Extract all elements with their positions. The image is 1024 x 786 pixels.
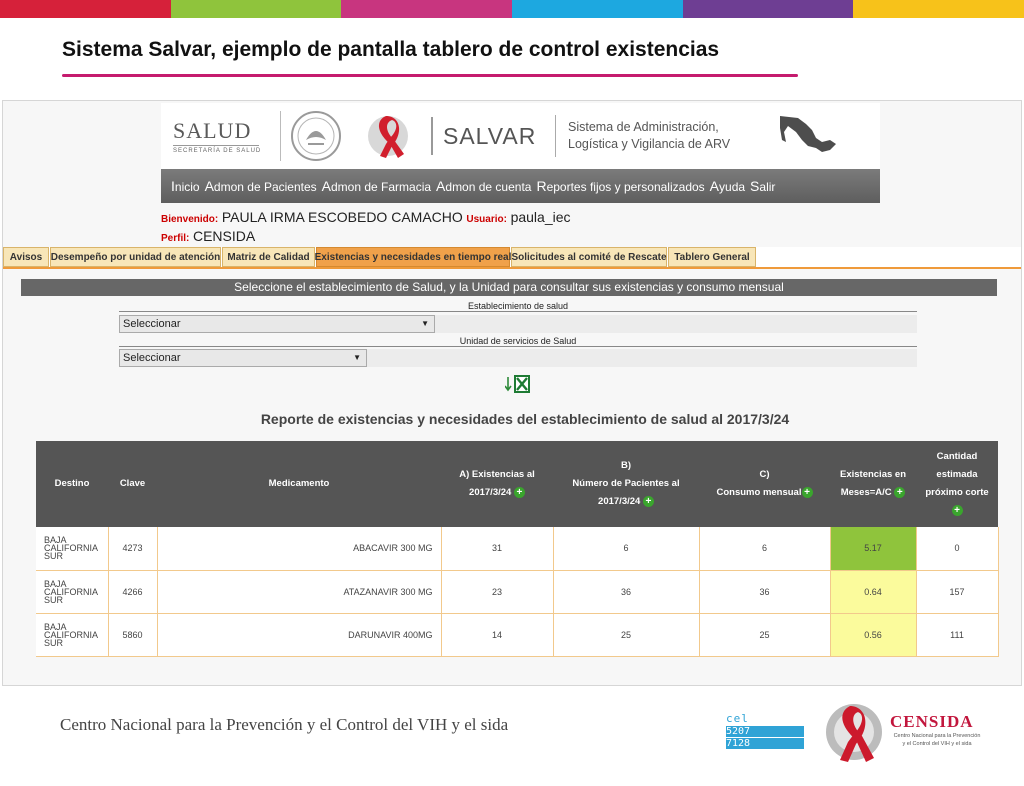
censida-logo-subtext: Centro Nacional para la Prevención y el Control del VIH y el sida: [893, 733, 981, 747]
destino-line: BAJA: [44, 578, 67, 589]
color-bar-yellow: [853, 0, 1024, 18]
mexico-map-icon: [778, 112, 838, 161]
phone-line-logo-number2: 7128: [726, 738, 804, 749]
destino-line: CALIFORNIA: [44, 543, 99, 554]
menu-item-admon-cuenta[interactable]: Admon de cuenta: [436, 178, 532, 194]
color-bar-blue: [512, 0, 683, 18]
col-header-clave: Clave: [108, 441, 157, 527]
expand-plus-icon[interactable]: +: [643, 496, 654, 507]
col-header-pacientes: [553, 441, 699, 527]
establecimiento-label: Establecimiento de salud: [119, 301, 917, 312]
color-bar-magenta: [341, 0, 512, 18]
destino-line: SUR: [44, 594, 64, 605]
cell-pacientes: 25: [553, 613, 699, 656]
unidad-select[interactable]: [119, 349, 367, 367]
phone-line-logo-label: cel: [726, 712, 749, 725]
footer-logos: [726, 700, 981, 770]
col-header-existencias: [441, 441, 553, 527]
menu-item-admon-farmacia[interactable]: Admon de Farmacia: [321, 178, 432, 194]
cell-meses-status-yellow: 0.64: [830, 570, 916, 613]
cell-destino: [36, 570, 108, 613]
tab-existencias-active[interactable]: Existencias y necesidades en tiempo real: [316, 247, 510, 267]
tab-desempeno[interactable]: Desempeño por unidad de atención: [50, 247, 221, 267]
tab-matriz-calidad[interactable]: Matriz de Calidad: [222, 247, 315, 267]
main-menu-bar: [161, 169, 880, 203]
destino-line: SUR: [44, 551, 64, 562]
col-header-cantidad-line4: [920, 502, 994, 520]
col-header-pacientes-line3: [557, 493, 695, 511]
unidad-label: Unidad de servicios de Salud: [119, 336, 917, 347]
slide-title: Sistema Salvar, ejemplo de pantalla tablero de control existencias: [62, 38, 720, 61]
user-full-name: PAULA IRMA ESCOBEDO CAMACHO: [221, 209, 463, 225]
cell-pacientes: 6: [553, 527, 699, 570]
menu-item-admon-pacientes[interactable]: Admon de Pacientes: [204, 178, 317, 194]
top-color-bars: [0, 0, 1024, 18]
username: paula_iec: [510, 209, 571, 225]
cell-existencias: 14: [441, 613, 553, 656]
cell-cantidad: 111: [916, 613, 998, 656]
app-banner: [161, 103, 880, 169]
system-description: [568, 119, 758, 153]
establecimiento-selected-value: Seleccionar: [123, 318, 181, 330]
menu-item-inicio[interactable]: Inicio: [171, 178, 200, 194]
destino-line: SUR: [44, 637, 64, 648]
app-screenshot: [2, 100, 1022, 686]
table-row: [36, 570, 998, 613]
usuario-label: Usuario:: [466, 214, 507, 225]
dropdown-arrow-icon: ▼: [353, 353, 361, 362]
selection-section-title: Seleccione el establecimiento de Salud, y la Unidad para consultar sus existencias y consumo mensual: [21, 279, 997, 296]
report-title: Reporte de existencias y necesidades del establecimiento de salud al 2017/3/24: [260, 411, 790, 427]
col-header-existencias-line2: [445, 484, 549, 502]
col-header-existencias-date: 2017/3/24: [469, 487, 512, 498]
table-row: [36, 613, 998, 656]
cell-consumo: 36: [699, 570, 830, 613]
col-header-pacientes-line2: Número de Pacientes al: [572, 478, 680, 489]
salud-logo: [173, 111, 281, 161]
salud-logo-subtext: SECRETARÍA DE SALUD: [173, 148, 262, 154]
table-row: [36, 527, 998, 570]
color-bar-red: [0, 0, 171, 18]
user-profile: CENSIDA: [192, 228, 256, 244]
menu-item-salir[interactable]: Salir: [750, 178, 776, 194]
stock-report-table: [36, 441, 999, 657]
cell-clave: 4273: [108, 527, 157, 570]
unidad-selected-value: Seleccionar: [123, 352, 181, 364]
cell-meses-status-green: 5.17: [830, 527, 916, 570]
col-header-meses-text: Meses=A/C: [840, 487, 892, 498]
expand-plus-icon[interactable]: +: [802, 487, 813, 498]
unidad-select-track: [367, 349, 917, 367]
destino-line: CALIFORNIA: [44, 586, 99, 597]
system-description-line1: Sistema de Administración,: [568, 120, 719, 134]
tab-solicitudes-rescate[interactable]: Solicitudes al comité de Rescate: [511, 247, 667, 267]
phone-line-logo-number1: 5207: [726, 726, 804, 737]
cell-existencias: 23: [441, 570, 553, 613]
national-seal-icon: [287, 108, 345, 164]
col-header-medicamento: Medicamento: [157, 441, 441, 527]
destino-line: CALIFORNIA: [44, 629, 99, 640]
color-bar-purple: [683, 0, 854, 18]
cell-consumo: 25: [699, 613, 830, 656]
cell-destino: [36, 613, 108, 656]
title-underline: [62, 74, 798, 77]
cell-clave: 4266: [108, 570, 157, 613]
cell-consumo: 6: [699, 527, 830, 570]
perfil-label: Perfil:: [161, 233, 190, 244]
tab-tablero-general[interactable]: Tablero General: [668, 247, 756, 267]
cell-meses-status-yellow: 0.56: [830, 613, 916, 656]
cell-cantidad: 157: [916, 570, 998, 613]
cell-pacientes: 36: [553, 570, 699, 613]
col-header-consumo-line2: [703, 484, 826, 502]
col-header-consumo-text: Consumo mensual: [716, 487, 802, 498]
establecimiento-select-track: [435, 315, 917, 333]
expand-plus-icon[interactable]: +: [952, 505, 963, 516]
table-header-row: [36, 441, 998, 527]
user-welcome: [161, 209, 571, 247]
col-header-cantidad-line1: Cantidad: [936, 451, 978, 462]
cell-medicamento: ATAZANAVIR 300 MG: [157, 570, 441, 613]
tab-avisos[interactable]: Avisos: [3, 247, 49, 267]
col-header-destino: Destino: [36, 441, 108, 527]
dashboard-tabs: [3, 247, 1022, 269]
salvar-logo-text: SALVAR: [443, 122, 537, 149]
banner-separator: [431, 117, 433, 155]
cell-destino: [36, 527, 108, 570]
destino-line: BAJA: [44, 621, 67, 632]
export-excel-icon[interactable]: [505, 373, 531, 402]
col-header-pacientes-date: 2017/3/24: [598, 496, 641, 507]
banner-separator: [555, 115, 556, 157]
cell-existencias: 31: [441, 527, 553, 570]
col-header-consumo: [699, 441, 830, 527]
cell-cantidad: 0: [916, 527, 998, 570]
bienvenido-label: Bienvenido:: [161, 214, 219, 225]
censida-ribbon-icon: [822, 700, 886, 771]
col-header-cantidad-line2: estimada: [936, 469, 978, 480]
col-header-cantidad: [916, 441, 998, 527]
col-header-existencias-line1: A) Existencias al: [459, 469, 535, 480]
expand-plus-icon[interactable]: +: [894, 487, 905, 498]
color-bar-green: [171, 0, 342, 18]
profile-line: [161, 228, 571, 247]
cell-medicamento: DARUNAVIR 400MG: [157, 613, 441, 656]
footer-institution-name: Centro Nacional para la Prevención y el Control del VIH y el sida: [60, 715, 509, 734]
phone-line-logo: [726, 712, 804, 749]
col-header-consumo-line1: C): [759, 469, 770, 480]
col-header-meses-line2: [834, 484, 912, 502]
cell-medicamento: ABACAVIR 300 MG: [157, 527, 441, 570]
welcome-line: [161, 209, 571, 228]
col-header-cantidad-line3: próximo corte: [925, 487, 989, 498]
cell-clave: 5860: [108, 613, 157, 656]
salud-logo-text: SALUD: [173, 118, 259, 146]
expand-plus-icon[interactable]: +: [514, 487, 525, 498]
dropdown-arrow-icon: ▼: [421, 319, 429, 328]
red-ribbon-icon: [355, 108, 425, 164]
col-header-meses-line1: Existencias en: [839, 469, 906, 480]
establecimiento-select[interactable]: [119, 315, 435, 333]
censida-logo-text: CENSIDA: [890, 712, 974, 731]
menu-item-reportes[interactable]: Reportes fijos y personalizados: [536, 178, 705, 194]
destino-line: BAJA: [44, 535, 67, 546]
menu-item-ayuda[interactable]: Ayuda: [709, 178, 746, 194]
col-header-meses: [830, 441, 916, 527]
col-header-pacientes-line1: B): [620, 460, 632, 471]
system-description-line2: Logística y Vigilancia de ARV: [568, 137, 731, 151]
